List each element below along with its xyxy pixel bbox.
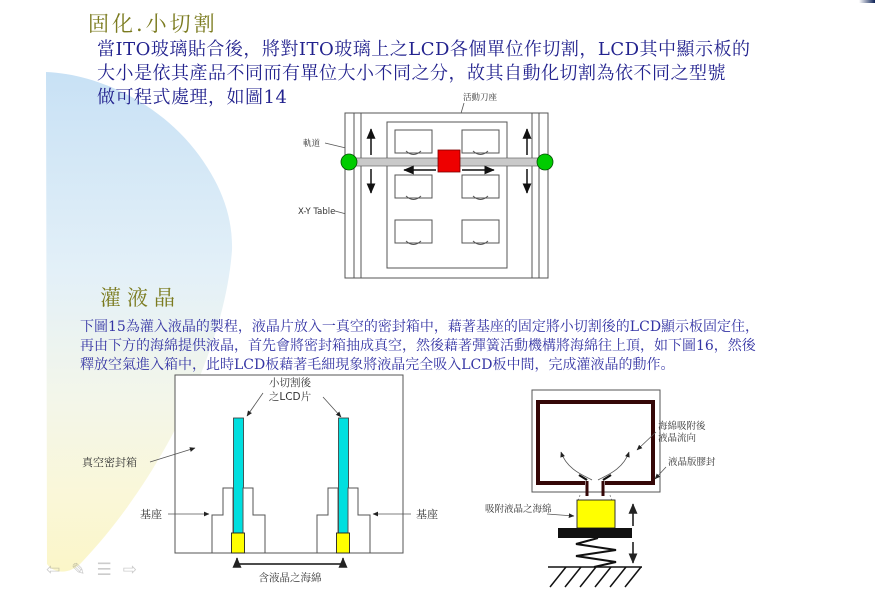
- paragraph-cutting-line: 當ITO玻璃貼合後，將對ITO玻璃上之LCD各個單位作切割，LCD其中顯示板的: [97, 39, 751, 60]
- paragraph-cutting-line: 做可程式處理，如圖14: [97, 87, 288, 108]
- leader-line: [547, 514, 574, 516]
- label-cut-lcd-1: 小切割後: [269, 377, 311, 389]
- label-flow-1: 海綿吸附後: [658, 421, 706, 432]
- section-title-fill-lc: 灌液晶: [100, 286, 181, 310]
- lcd-cell: [462, 220, 499, 243]
- lcd-cell: [395, 175, 432, 198]
- lcd-cell: [395, 220, 432, 243]
- paragraph-fill-line: 再由下方的海綿提供液晶，首先會將密封箱抽成真空，然後藉著彈簧活動機構將海綿往上頂，如下圖16，然後: [80, 338, 756, 354]
- lcd-strip-right: [339, 418, 349, 533]
- label-base-left: 基座: [140, 508, 162, 521]
- label-base-right: 基座: [416, 508, 438, 521]
- lift-plate: [558, 528, 632, 538]
- slideshow-nav-toolbar: [46, 560, 137, 580]
- paragraph-fill-line: 下圖15為灌入液晶的製程，液晶片放入一真空的密封箱中，藉著基座的固定將小切割後的LCD顯示板固定住，: [80, 319, 760, 335]
- ground-hatching: [550, 567, 641, 587]
- movable-cutter-head: [438, 150, 460, 172]
- outer-chamber: [532, 390, 660, 492]
- figure14-cutting-machine: [280, 85, 580, 290]
- label-rail: 軌道: [303, 139, 321, 149]
- sponge-right: [337, 533, 350, 553]
- right-roller: [537, 154, 553, 170]
- next-slide-icon[interactable]: ⇨: [122, 560, 137, 580]
- sponge-left: [232, 533, 245, 553]
- label-movable-cutter: 活動刀座: [463, 93, 498, 103]
- lcd-cell: [462, 175, 499, 198]
- section-title-cutting: 固化.小切割: [88, 12, 218, 36]
- label-lc-sponge: 含液晶之海綿: [258, 572, 322, 584]
- label-seal: 液晶版膠封: [668, 457, 716, 468]
- label-flow-2: 液晶流向: [658, 433, 697, 444]
- pen-tool-icon[interactable]: ✎: [71, 560, 86, 580]
- corner-accent-strip: [859, 0, 875, 3]
- label-absorb-sponge: 吸附液晶之海綿: [485, 504, 552, 515]
- slide-menu-icon[interactable]: ☰: [96, 560, 112, 580]
- label-cut-lcd-2: 之LCD片: [268, 391, 312, 403]
- paragraph-cutting-line: 大小是依其產品不同而有單位大小不同之分，故其自動化切割為依不同之型號: [97, 63, 726, 84]
- lcd-strip-left: [234, 418, 244, 533]
- paragraph-fill-line: 釋放空氣進入箱中，此時LCD板藉著毛細現象將液晶完全吸入LCD板中間，完成灌液晶的動作。: [80, 357, 675, 373]
- lcd-cell: [462, 130, 499, 153]
- spring: [576, 538, 616, 567]
- previous-slide-icon[interactable]: ⇦: [46, 560, 61, 580]
- lcd-cell: [395, 130, 432, 153]
- lc-sponge: [577, 500, 615, 528]
- left-roller: [341, 154, 357, 170]
- label-vacuum-box: 真空密封箱: [82, 456, 137, 469]
- figure16-sponge-mechanism: [480, 385, 740, 597]
- label-xy-table: X-Y Table: [298, 207, 336, 217]
